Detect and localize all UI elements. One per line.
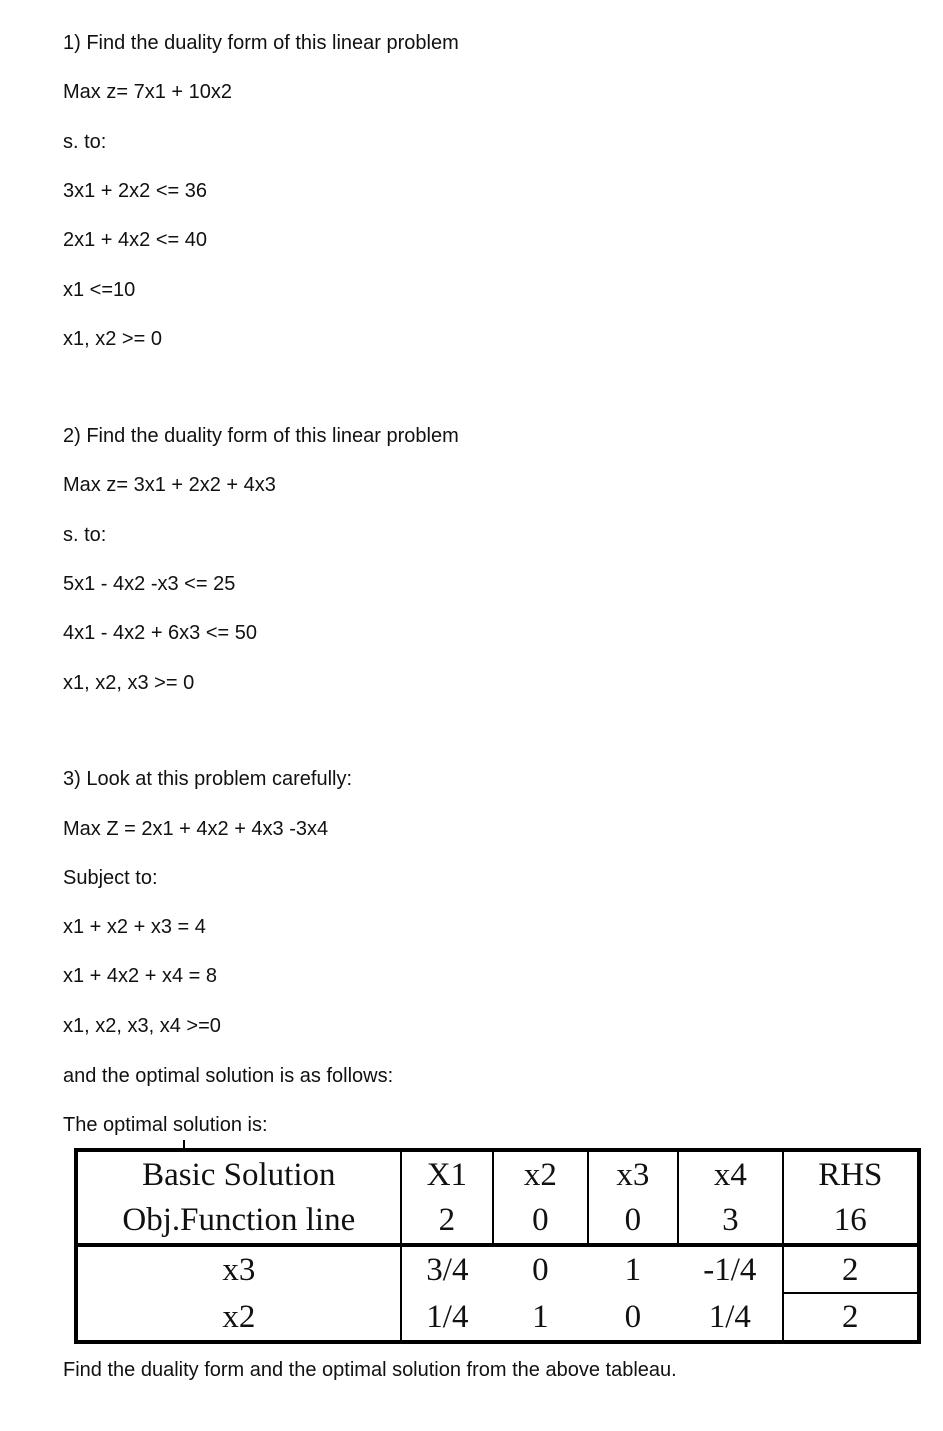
problem3-solution-label: The optimal solution is:	[63, 1114, 268, 1136]
tableau-header-rhs: RHS	[818, 1156, 883, 1193]
problem3-constraint-1: x1 + x2 + x3 = 4	[63, 916, 206, 938]
problem2-objective: Max z= 3x1 + 2x2 + 4x3	[63, 474, 276, 496]
tableau-obj-label: Obj.Function line	[76, 1197, 401, 1244]
problem1-constraint-1: 3x1 + 2x2 <= 36	[63, 180, 208, 202]
tableau-row-x2-x3: 0	[624, 1298, 642, 1335]
tableau-row-x3	[76, 1245, 919, 1294]
problem3-intro: and the optimal solution is as follows:	[63, 1065, 394, 1087]
problem1-constraint-2: 2x1 + 4x2 <= 40	[63, 229, 208, 251]
problem3-constraint-2: x1 + 4x2 + x4 = 8	[63, 965, 217, 987]
problem1-constraint-3: x1 <=10	[63, 279, 136, 301]
tableau-obj-x1: 2	[401, 1197, 494, 1244]
tableau-objective-row	[76, 1197, 919, 1244]
tableau-header-x4: x4	[678, 1150, 783, 1197]
problem1-objective: Max z= 7x1 + 10x2	[63, 81, 232, 103]
tableau-row-x2-x1: 1/4	[426, 1298, 469, 1335]
problem1-subject-to: s. to:	[63, 131, 107, 153]
problem3-footer: Find the duality form and the optimal solution from the above tableau.	[63, 1359, 677, 1381]
tableau-row-x3-rhs: 2	[783, 1245, 919, 1294]
tableau-header-row	[76, 1150, 919, 1197]
tableau-row-x3-basic: x3	[76, 1245, 401, 1294]
tableau-obj-x4: 3	[678, 1197, 783, 1244]
problem2-subject-to: s. to:	[63, 524, 107, 546]
tableau-row-x2-x2: 1	[532, 1298, 549, 1335]
tableau-row-x3-x3: 1	[588, 1245, 678, 1294]
tableau-row-x3-x2: 0	[493, 1245, 587, 1294]
tableau-header-basic: Basic Solution	[76, 1150, 401, 1197]
tableau-header-x2: x2	[493, 1150, 587, 1197]
tableau-obj-rhs: 16	[833, 1202, 867, 1239]
tableau-row-x3-x4: -1/4	[678, 1245, 783, 1294]
tableau-row-x2-x4: 1/4	[678, 1293, 783, 1342]
problem3-nonnegativity: x1, x2, x3, x4 >=0	[63, 1015, 221, 1037]
problem2-nonnegativity: x1, x2, x3 >= 0	[63, 672, 195, 694]
problem2-constraint-2: 4x1 - 4x2 + 6x3 <= 50	[63, 622, 258, 644]
tableau-row-x2-basic: x2	[76, 1293, 401, 1342]
problem1-heading: 1) Find the duality form of this linear problem	[63, 32, 459, 54]
tableau-obj-x3: 0	[588, 1197, 678, 1244]
problem1-nonnegativity: x1, x2 >= 0	[63, 328, 162, 350]
problem2-heading: 2) Find the duality form of this linear problem	[63, 425, 459, 447]
problem3-subject-to: Subject to:	[63, 867, 158, 889]
tableau-row-x3-x1: 3/4	[401, 1245, 494, 1294]
problem3-objective: Max Z = 2x1 + 4x2 + 4x3 -3x4	[63, 818, 329, 840]
tableau-obj-x2: 0	[493, 1197, 587, 1244]
tableau-row-x2	[76, 1293, 919, 1342]
tableau-header-x1: X1	[401, 1150, 494, 1197]
problem3-heading: 3) Look at this problem carefully:	[63, 768, 353, 790]
tableau-header-x3: x3	[588, 1150, 678, 1197]
tableau-row-x2-rhs: 2	[783, 1293, 919, 1342]
simplex-tableau	[74, 1148, 921, 1344]
problem2-constraint-1: 5x1 - 4x2 -x3 <= 25	[63, 573, 236, 595]
